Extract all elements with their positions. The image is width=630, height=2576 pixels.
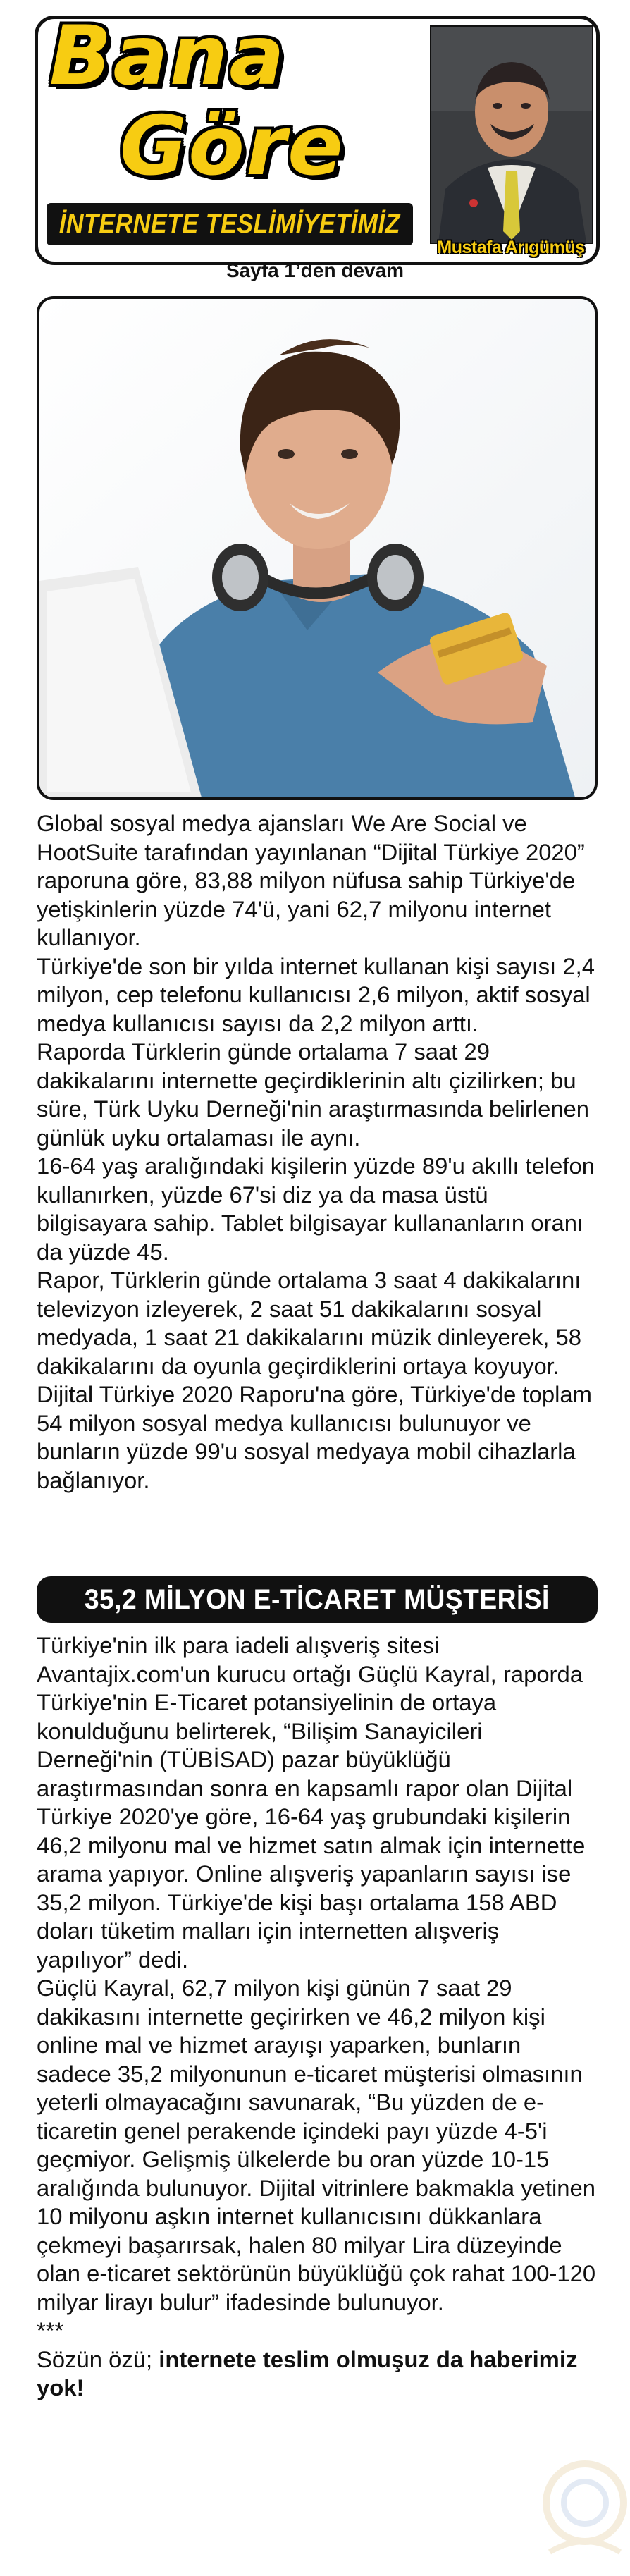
column-subtitle: İNTERNETE TESLİMİYETİMİZ — [59, 209, 400, 239]
article-paragraph: Dijital Türkiye 2020 Raporu'na göre, Türkiye'de toplam 54 milyon sosyal medya kullanıcısı bulunuyor ve bunların yüzde 99'u sosyal medyaya mobil cihazlarla bağlanıyor. — [37, 1381, 592, 1493]
article-paragraph: Güçlü Kayral, 62,7 milyon kişi günün 7 saat 29 dakikasını internette geçirirken ve 46,2 milyon kişi online mal ve hizmet arayışı yaparken, bunların sadece 35,2 milyonunun e-ticaret müşterisi olmasının yeterli olmayacağını savunarak, “Bu yüzden de e-ticaretin genel perakende içindeki payı yüzde 4-5'i geçmiyor. Gelişmiş ülkelerde bu oran yüzde 10-15 aralığında bulunuyor. Dijital vitrinlere bakmakla yetinen 10 milyonu aşkın internet kullanıcısını dükkanlara çekmeyi başarırsak, halen 80 milyar Lira düzeyinde olan e-ticaret sektörünün büyüklüğü çok rahat 100-120 milyar lirayı bulur” ifadesinde bulunuyor. — [37, 1975, 596, 2315]
article-paragraph: Raporda Türklerin günde ortalama 7 saat 29 dakikalarını internette geçirdiklerinin altı çizilirken; bu süre, Türk Uyku Derneği'nin araştırmasında belirlenen günlük uyku ortalaması ile aynı. — [37, 1038, 590, 1151]
article-paragraph: Türkiye'de son bir yılda internet kullanan kişi sayısı 2,4 milyon, cep telefonu kullanıcısı 2,6 milyon, aktif sosyal medya kullanıcısı sayısı da 2,2 milyon arttı. — [37, 952, 595, 1036]
continued-from-label: Sayfa 1’den devam — [226, 259, 404, 281]
article-paragraph: 16-64 yaş aralığındaki kişilerin yüzde 89'u akıllı telefon kullanırken, yüzde 67'si diz ya da masa üstü bilgisayara sahip. Tablet bilgisayar kullananların oranı da yüzde 45. — [37, 1153, 595, 1265]
article-paragraph: Global sosyal medya ajansları We Are Social ve HootSuite tarafından yayınlanan “Dijital Türkiye 2020” raporuna göre, 83,88 milyon nüfusa sahip Türkiye'de yetişkinlerin yüzde 74'ü, yani 62,7 milyonu internet kullanıyor. — [37, 810, 585, 950]
author-photo — [430, 25, 593, 244]
article-body-part-1 — [37, 809, 599, 1495]
section-heading: 35,2 MİLYON E-TİCARET MÜŞTERİSİ — [84, 1583, 550, 1615]
author-portrait-illustration — [431, 27, 592, 243]
column-title-line-1: Bana — [49, 8, 286, 104]
article-body-part-2 — [37, 1631, 599, 2403]
section-heading-banner — [37, 1576, 598, 1623]
separator-stars: *** — [37, 2317, 64, 2343]
column-title-line-2: Göre — [120, 99, 345, 194]
column-subtitle-banner — [47, 203, 413, 245]
hero-photo — [37, 296, 598, 800]
closing-bold: internete teslim olmuşuz da haberimiz yok! — [37, 2345, 578, 2400]
closing-lead: Sözün özü; — [37, 2345, 153, 2372]
author-name: Mustafa Arıgümüş — [437, 237, 585, 257]
article-paragraph: Türkiye'nin ilk para iadeli alışveriş sitesi Avantajix.com'un kurucu ortağı Güçlü Kayral, raporda Türkiye'nin E-Ticaret potansiyelinin de ortaya konulduğunu belirterek, “Bilişim Sanayicileri Derneği'nin (TÜBİSAD) pazar büyüklüğü araştırmasından sonra en kapsamlı rapor olan Dijital Türkiye 2020'ye göre, 16-64 yaş grubundaki kişilerin 46,2 milyonu mal ve hizmet satın almak için internette arama yapıyor. Online alışveriş yapanların sayısı ise 35,2 milyon. Türkiye'de kişi başı ortalama 158 ABD doları tüketim malları için internetten alışveriş yapılıyor” dedi. — [37, 1632, 586, 1973]
closing-sentence — [37, 2345, 599, 2403]
watermark-emblem-icon — [536, 2446, 627, 2566]
article-paragraph: Rapor, Türklerin günde ortalama 3 saat 4 dakikalarını televizyon izleyerek, 2 saat 51 dakikalarını sosyal medyada, 1 saat 21 dakikalarını müzik dinleyerek, 58 dakikalarını da oyunla geçirdiklerini ortaya koyuyor. — [37, 1267, 581, 1379]
author-name-caption — [430, 234, 592, 261]
man-with-headphones-and-credit-card-illustration — [39, 299, 595, 797]
